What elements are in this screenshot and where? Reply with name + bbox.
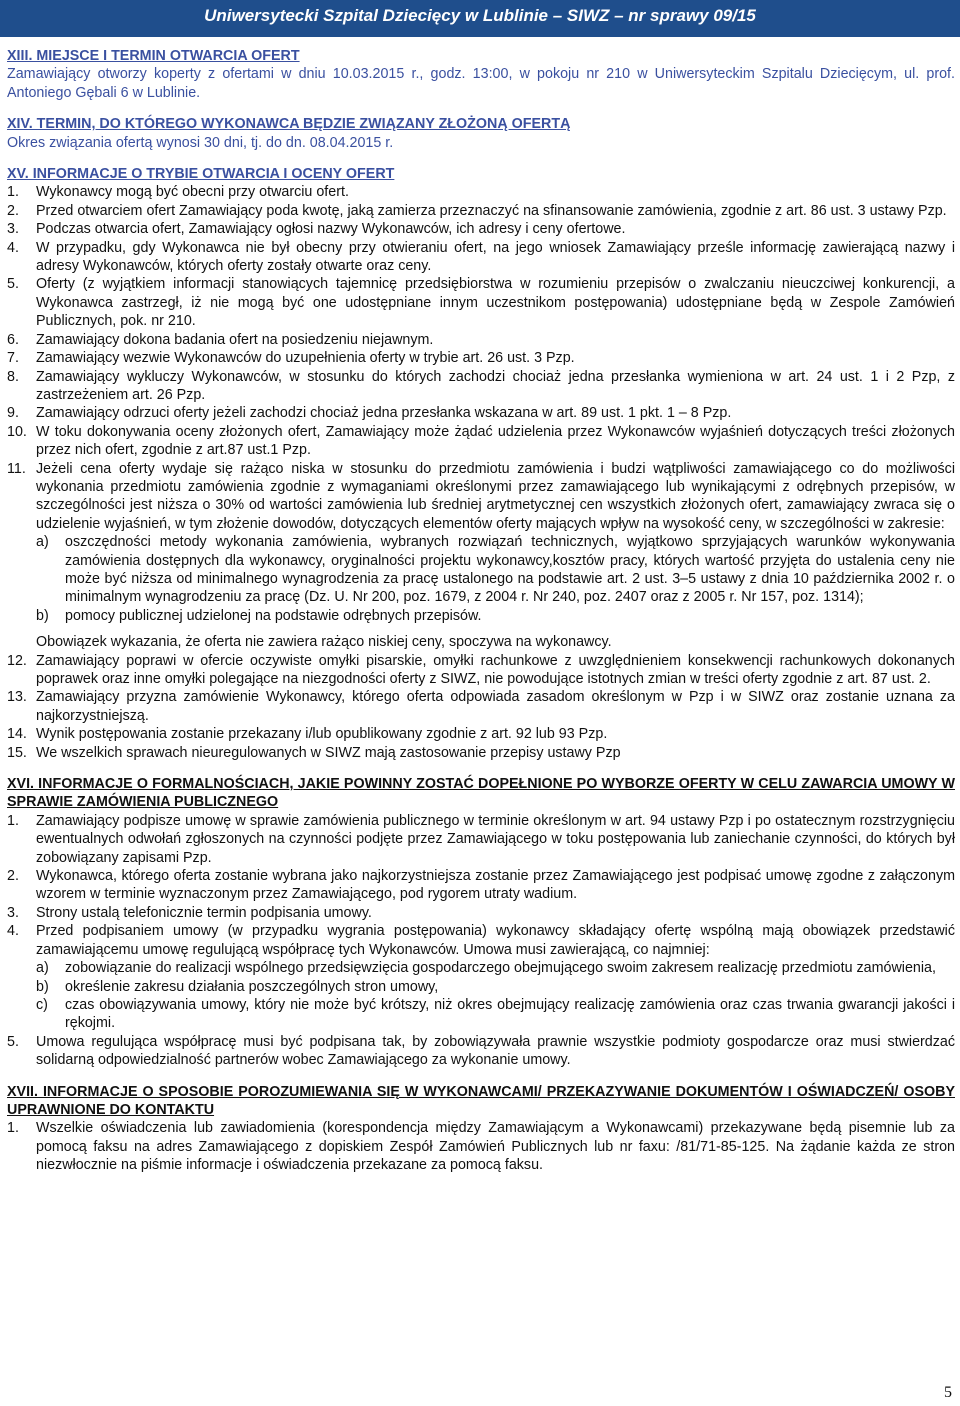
sub-list-item: a) zobowiązanie do realizacji wspólnego przedsięwzięcia gospodarczego obejmującego swoim zakresem realizację przedmiotu zamówienia, [36,960,936,977]
list-item: 5. Oferty (z wyjątkiem informacji stanowiących tajemnicę przedsiębiorstwa w rozumieniu przepisów o zwalczaniu nieuczciwej konkurencji, a Wykonawca zastrzegł, iż nie mogą być one udostępniane innym uczestnikom postępowania) udostępniane będą w Zespole Zamówień Publicznych, pok. nr 210. [7,276,955,330]
section-13-title: XIII. MIEJSCE I TERMIN OTWARCIA OFERT [7,48,300,64]
list-item: 15. We wszelkich sprawach nieuregulowanych w SIWZ mają zastosowanie przepisy ustawy Pzp [7,744,621,761]
section-14-text: Okres związania ofertą wynosi 30 dni, tj. do dn. 08.04.2015 r. [7,134,394,151]
section-14 [7,115,955,152]
list-item: 4. W przypadku, gdy Wykonawca nie był obecny przy otwieraniu ofert, na jego wniosek Zamawiający prześle informację zawierającą nazwy i adresy Wykonawców, których oferty zostały otwarte oraz ceny. [7,239,955,275]
list-item: 1. Wykonawcy mogą być obecni przy otwarciu ofert. [7,184,349,201]
section-16-list [7,812,955,1070]
section-17-list [7,1119,955,1174]
section-17 [7,1083,955,1175]
list-item: 1. Zamawiający podpisze umowę w sprawie zamówienia publicznego w terminie określonym w art. 94 ustawy Pzp i po ostatecznym rozstrzygnięciu ewentualnych odwołań zgłoszonych na czynności podjęte przez Zamawiającego w toku postępowania lub zaniechanie czynności, do których był zobowiązany zapisami Pzp. [7,812,955,866]
section-17-title: XVII. INFORMACJE O SPOSOBIE POROZUMIEWANIA SIĘ W WYKONAWCAMI/ PRZEKAZYWANIE DOKUMENTÓW I OŚWIADCZEŃ/ OSOBY UPRAWNIONE DO KONTAKTU [7,1083,955,1118]
list-item: 3. Podczas otwarcia ofert, Zamawiający ogłosi nazwy Wykonawców, ich adresy i ceny ofertowe. [7,221,626,238]
list-item: 3. Strony ustalą telefonicznie termin podpisania umowy. [7,904,372,921]
section-13 [7,47,955,102]
header-title: Uniwersytecki Szpital Dziecięcy w Lublinie – SIWZ – nr sprawy 09/15 [204,6,756,25]
page-number: 5 [944,1384,952,1401]
section-14-title: XIV. TERMIN, DO KTÓREGO WYKONAWCA BĘDZIE ZWIĄZANY ZŁOŻONĄ OFERTĄ [7,116,571,133]
sub-list-item: b) pomocy publicznej udzielonej na podstawie odrębnych przepisów. [36,607,482,624]
list-item: 7. Zamawiający wezwie Wykonawców do uzupełnienia oferty w trybie art. 26 ust. 3 Pzp. [7,350,575,367]
list-item: 13. Zamawiający przyzna zamówienie Wykonawcy, którego oferta odpowiada zasadom określonym w Pzp i w SIWZ oraz zostanie uznana za najkorzystniejszą. [7,689,955,724]
list-item: 1. Wszelkie oświadczenia lub zawiadomienia (korespondencja między Zamawiającym a Wykonawcami) przekazywane będą pisemnie lub za pomocą faksu na adres Zamawiającego z dopiskiem Zespół Zamówień Publicznych lub nr faxu: /81/71-85-125. Na żądanie każda ze stron niezwłocznie na piśmie informacje i oświadczenia przekazane za pomocą faksu. [7,1120,955,1174]
header-divider [0,36,960,37]
list-item: 2. Przed otwarciem ofert Zamawiający poda kwotę, jaką zamierza przeznaczyć na sfinansowanie zamówienia, zgodnie z art. 86 ust. 3 ustawy Pzp. [7,202,947,219]
list-item: 2. Wykonawca, którego oferta zostanie wybrana jako najkorzystniejsza zostanie przez Zamawiającego jest podpisać umowę zgodne z załączonym wzorem w terminie wyznaczonym przez Zamawiającego, pod rygorem utraty wadium. [7,868,955,903]
sub-list-item: a) oszczędności metody wykonania zamówienia, wybranych rozwiązań technicznych, wyjątkowo sprzyjających warunków wykonywania zamówienia dostępnych dla wykonawcy, oryginalności projektu wykonawcy,kosztów pracy, których wartość przyjęta do ustalenia ceny nie może być niższa od minimalnego wynagrodzenia za pracę ustalonego na podstawie art. 2 ust. 3–5 ustawy z dnia 10 października 2002 r. o minimalnym wynagrodzeniu za pracę (Dz. U. Nr 200, poz. 1679, z 2004 r. Nr 240, poz. 2407 oraz z 2005 r. Nr 157, poz. 1314); [36,534,955,606]
sub-list-item: c) czas obowiązywania umowy, który nie może być krótszy, niż okres obejmujący realizację zamówienia oraz czas trwania gwarancji jakości i rękojmi. [36,996,955,1032]
document-body [7,47,955,1175]
list-item: 12. Zamawiający poprawi w ofercie oczywiste omyłki pisarskie, omyłki rachunkowe z uwzględnieniem konsekwencji rachunkowych dokonanych poprawek oraz inne omyłki polegające na niezgodności oferty z SIWZ, nie powodujące istotnych zmian w treści oferty zgodnie z art. 87 ust. 2. [7,652,955,687]
item-11-note: Obowiązek wykazania, że oferta nie zawiera rażąco niskiej ceny, spoczywa na wykonawcy. [36,634,612,651]
section-15-list [7,183,955,762]
section-13-text: Zamawiający otworzy koperty z ofertami w dniu 10.03.2015 r., godz. 13:00, w pokoju nr 210 w Uniwersyteckim Szpitalu Dziecięcym, ul. prof. Antoniego Gębali 6 w Lublinie. [7,66,955,101]
list-item: 9. Zamawiający odrzuci oferty jeżeli zachodzi chociaż jedna przesłanka wskazana w art. 89 ust. 1 pkt. 1 – 8 Pzp. [7,405,732,422]
list-item: 8. Zamawiający wykluczy Wykonawców, w stosunku do których zachodzi chociaż jedna przesłanka wymieniona w art. 24 ust. 1 i 2 Pzp, z zastrzeżeniem art. 26 Pzp. [7,368,955,403]
section-15 [7,165,955,762]
sub-list-item: b) określenie zakresu działania poszczególnych stron umowy, [36,978,439,995]
section-15-title: XV. INFORMACJE O TRYBIE OTWARCIA I OCENY OFERT [7,166,395,183]
list-item: 4. Przed podpisaniem umowy (w przypadku wygrania postępowania) wykonawcy składający ofertę wspólną mają obowiązek przedstawić zamawiającemu umowę regulującą współpracę tych Wykonawców. Umowa musi zawierającą, co najmniej: a) zobowiązanie do realizacji wspólnego przedsięwzięcia gospodarczego obejmującego swoim zakresem realizację przedmiotu zamówienia, b) określenie zakresu działania poszczególnych stron umowy, c) czas obowiązywania umowy, który nie może być krótszy, niż okres obejmujący realizację zamówienia oraz czas trwania gwarancji jakości i rękojmi. [7,923,955,1032]
list-item: 6. Zamawiający dokona badania ofert na posiedzeniu niejawnym. [7,331,434,348]
list-item: 5. Umowa regulująca współpracę musi być podpisana tak, by zobowiązywała prawnie wszystkie podmioty gospodarcze oraz musi stwierdzać solidarną odpowiedzialność partnerów wobec Zamawiającego za wykonanie umowy. [7,1033,955,1069]
page-header [0,0,960,36]
item-11-sublist [36,533,955,625]
list-item: 11. Jeżeli cena oferty wydaje się rażąco niska w stosunku do przedmiotu zamówienia i budzi wątpliwości zamawiającego co do możliwości wykonania przedmiotu zamówienia zgodnie z wymaganiami określonymi przez zamawiającego lub wynikającymi z odrębnych przepisów, w szczególności jest niższa o 30% od wartości zamówienia lub średniej arytmetycznej cen wszystkich złożonych ofert, zamawiający zwraca się o udzielenie wyjaśnień, w tym złożenie dowodów, dotyczących elementów oferty mających wpływ na wysokość ceny, w szczególności w zakresie: a) oszczędności metody wykonania zamówienia, wybranych rozwiązań technicznych, wyjątkowo sprzyjających warunków wykonywania zamówienia dostępnych dla wykonawcy, oryginalności projektu wykonawcy,kosztów pracy, których wartość przyjęta do ustalenia ceny nie może być niższa od minimalnego wynagrodzenia za pracę ustalonego na podstawie art. 2 ust. 3–5 ustawy z dnia 10 października 2002 r. o minimalnym wynagrodzeniu za pracę (Dz. U. Nr 200, poz. 1679, z 2004 r. Nr 240, poz. 2407 oraz z 2005 r. Nr 157, poz. 1314); b) pomocy publicznej udzielonej na podstawie odrębnych przepisów. Obowiązek wykazania, że oferta nie zawiera rażąco niskiej ceny, spoczywa na wykonawcy. [7,460,955,651]
list-item: 14. Wynik postępowania zostanie przekazany i/lub opublikowany zgodnie z art. 92 lub 93 Pzp. [7,726,608,743]
section-16 [7,775,955,1070]
item-4-sublist [36,959,955,1033]
section-16-title: XVI. INFORMACJE O FORMALNOŚCIACH, JAKIE POWINNY ZOSTAĆ DOPEŁNIONE PO WYBORZE OFERTY W CELU ZAWARCIA UMOWY W SPRAWIE ZAMÓWIENIA PUBLICZNEGO [7,776,955,811]
list-item: 10. W toku dokonywania oceny złożonych ofert, Zamawiający może żądać udzielenia przez Wykonawców wyjaśnień dotyczących treści złożonych przez nich ofert, zgodnie z art.87 ust.1 Pzp. [7,423,955,459]
